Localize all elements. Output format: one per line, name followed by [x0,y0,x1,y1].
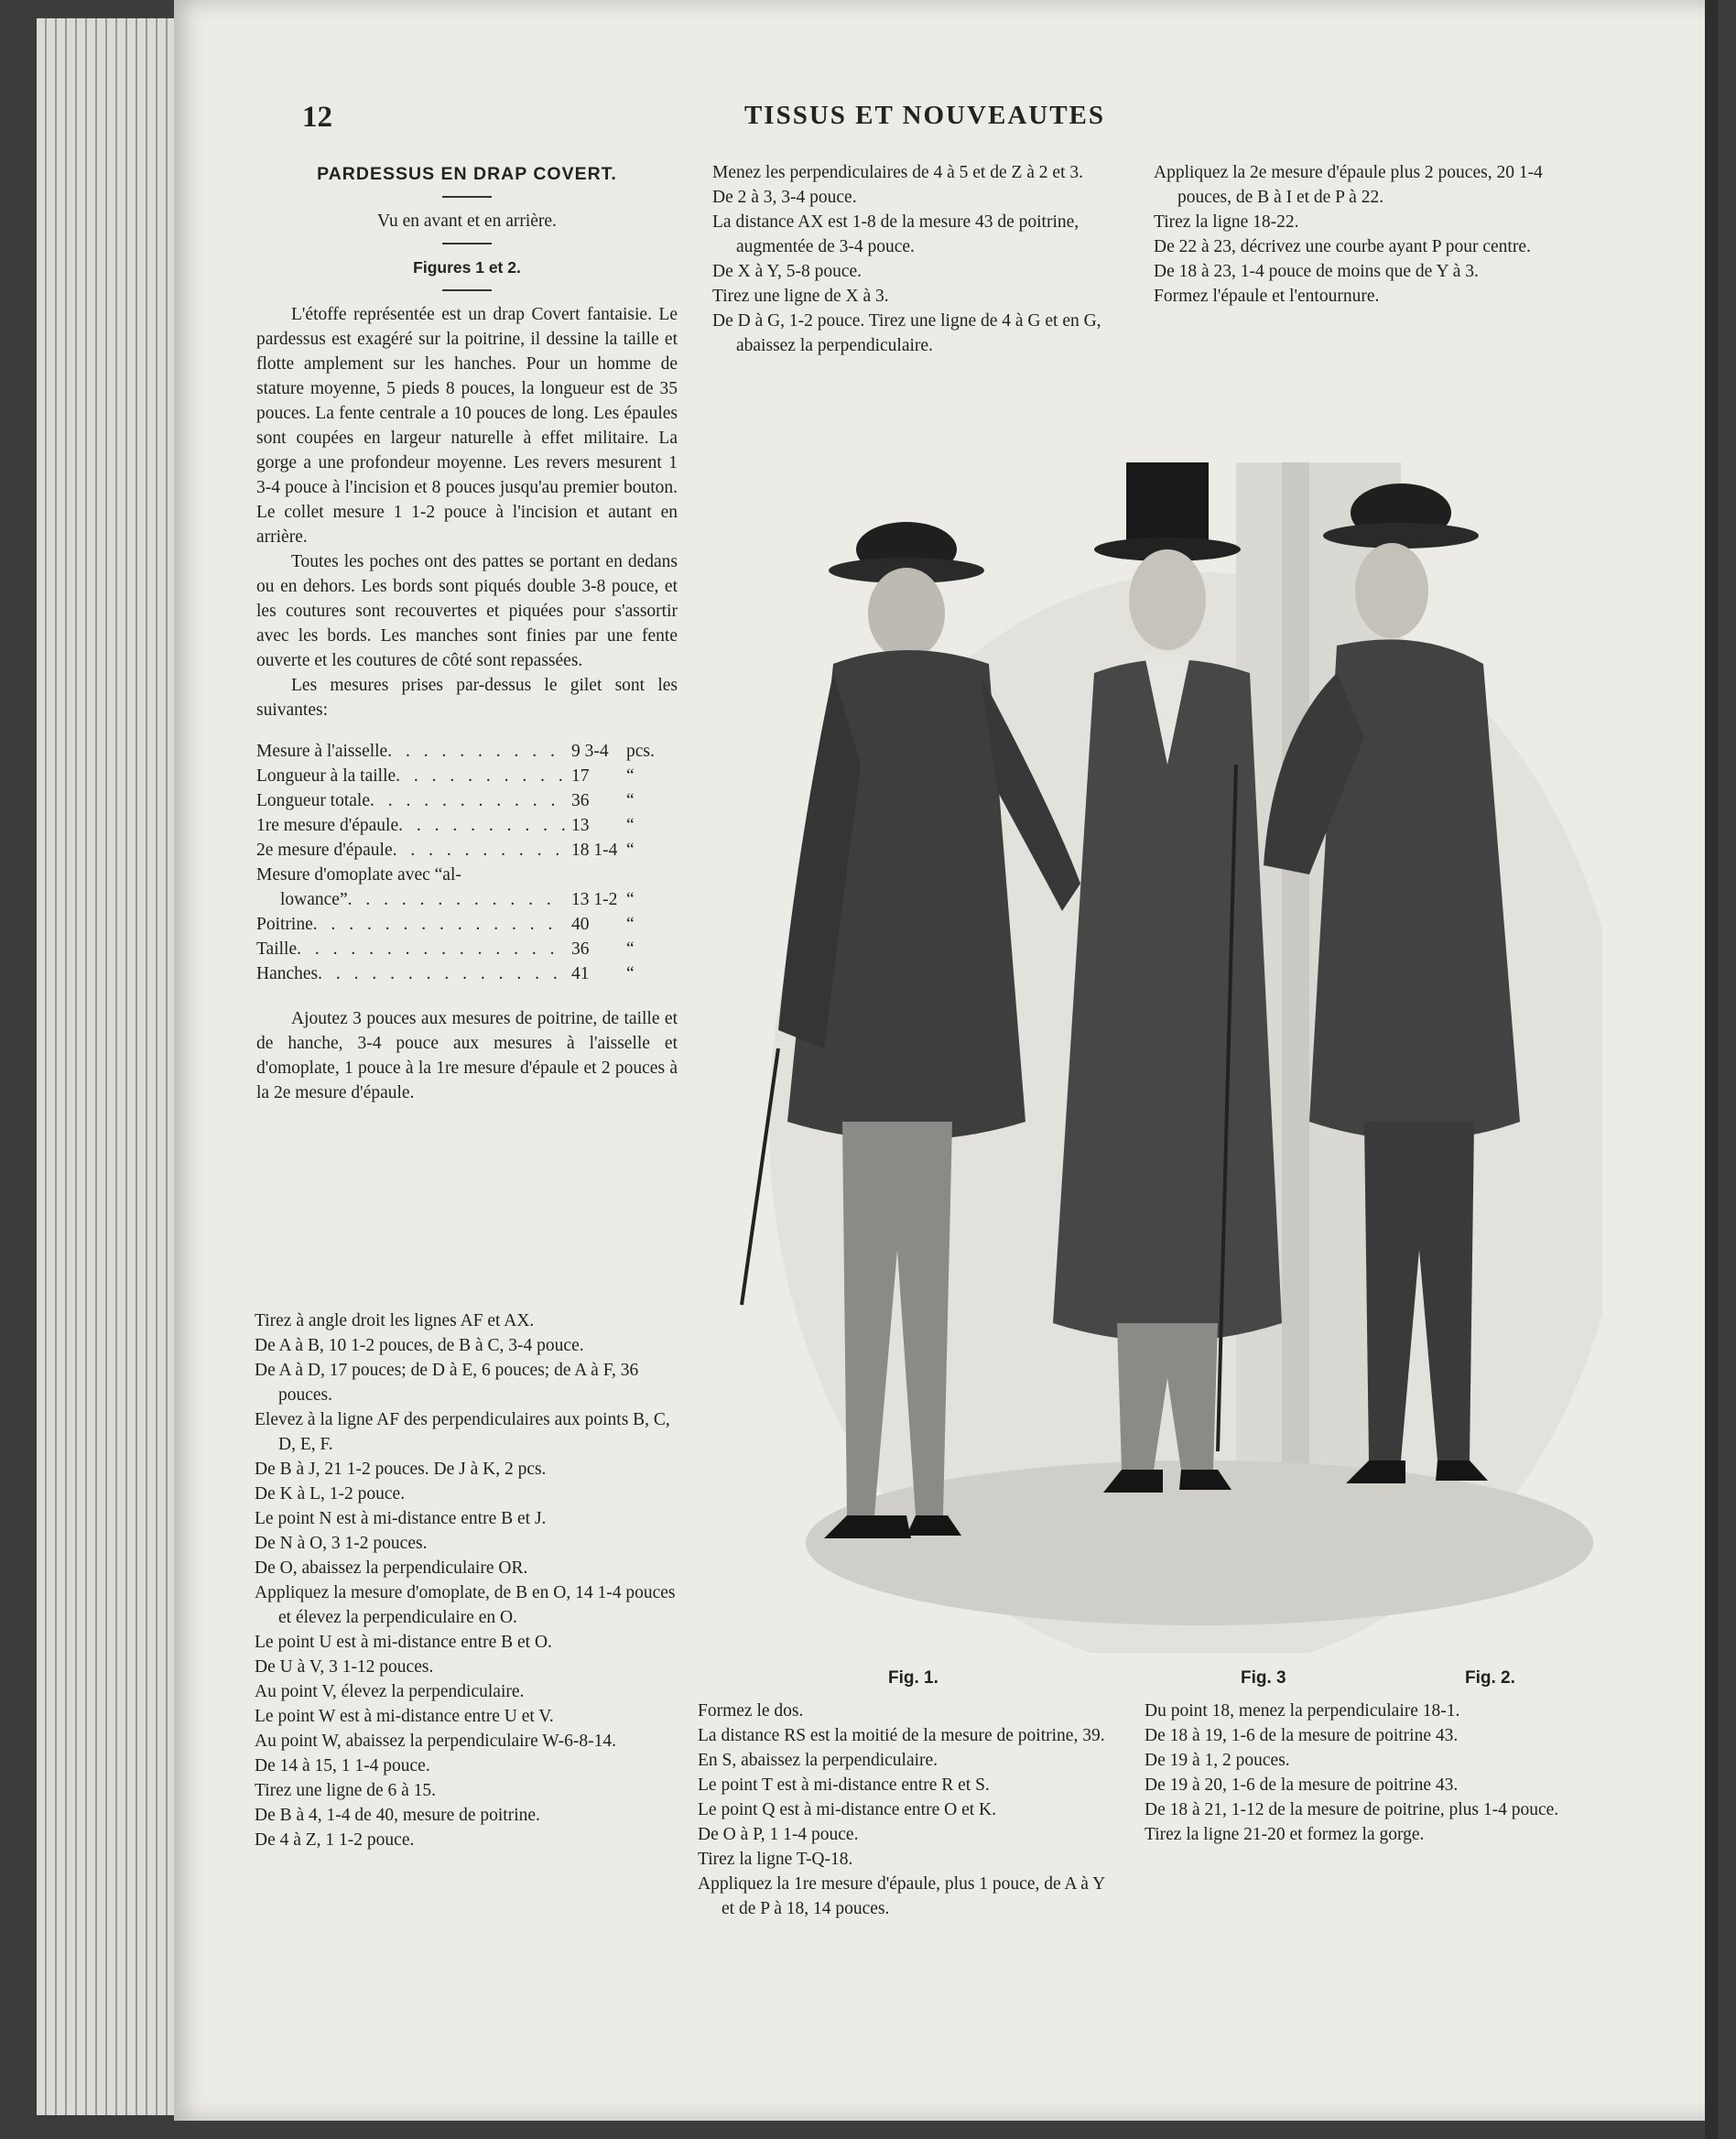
divider [442,243,492,244]
instruction-line: De 18 à 19, 1-6 de la mesure de poitrine 43. [1145,1726,1459,1745]
instruction-line: Le point N est à mi-distance entre B et J. [255,1509,547,1528]
measure-row: Mesure d'omoplate avec “al- [256,865,461,885]
instruction-line: Formez l'épaule et l'entournure. [1154,287,1380,306]
figure-caption: Fig. 1. [888,1668,939,1688]
instruction-line: De 19 à 20, 1-6 de la mesure de poitrine 43. [1145,1775,1459,1795]
instruction-line: La distance AX est 1-8 de la mesure 43 de poitrine, augmentée de 3-4 pouce. [712,212,1080,256]
instruction-line: Tirez la ligne T-Q-18. [698,1850,853,1869]
instruction-line: De 22 à 23, décrivez une courbe ayant P pour centre. [1154,237,1531,256]
measure-row: Taille . . . 36 “ [256,937,678,961]
column-3-bottom [1145,1699,1566,1847]
figure-caption: Fig. 2. [1465,1668,1515,1688]
instruction-line: De B à 4, 1-4 de 40, mesure de poitrine. [255,1806,540,1825]
instruction-line: La distance RS est la moitié de la mesure de poitrine, 39. [698,1726,1105,1745]
instruction-line: Au point V, élevez la perpendiculaire. [255,1682,525,1701]
instruction-line: De 18 à 23, 1-4 pouce de moins que de Y à 3. [1154,262,1479,281]
measure-row: Longueur à la taille . . . 17 “ [256,764,678,788]
instruction-line: Tirez une ligne de 6 à 15. [255,1781,437,1800]
instruction-line: Le point W est à mi-distance entre U et V. [255,1707,554,1726]
page-right-edge [1705,0,1718,2139]
measure-row: Hanches . . . 41 “ [256,961,678,986]
instruction-line: Au point W, abaissez la perpendiculaire W-6-8-14. [255,1732,616,1751]
column-2-top [712,160,1124,358]
divider [442,289,492,291]
instruction-line: Appliquez la 2e mesure d'épaule plus 2 pouces, 20 1-4 pouces, de B à I et de P à 22. [1154,163,1543,207]
instruction-line: De A à B, 10 1-2 pouces, de B à C, 3-4 pouce. [255,1336,584,1355]
instruction-line: De O à P, 1 1-4 pouce. [698,1825,859,1844]
instruction-line: Elevez à la ligne AF des perpendiculaires aux points B, C, D, E, F. [255,1410,670,1454]
instruction-line: Tirez à angle droit les lignes AF et AX. [255,1311,535,1330]
instruction-line: De O, abaissez la perpendiculaire OR. [255,1558,528,1578]
instruction-line: De 4 à Z, 1 1-2 pouce. [255,1830,415,1850]
paragraph: L'étoffe représentée est un drap Covert fantaisie. Le pardessus est exagéré sur la poitrine, il dessine la taille et flotte amplement sur les hanches. Pour un homme de stature moyenne, 5 pieds 8 pouces, la longueur est de 35 pouces. La fente centrale a 10 pouces de long. Les épaules sont coupées en largeur naturelle à effet militaire. La gorge a une profondeur moyenne. Les revers mesurent 1 3-4 pouce à l'incision et 8 pouces jusqu'au premier bouton. Le collet mesure 1 1-2 pouce à l'incision et autant en arrière. [256,305,678,547]
instruction-line: De N à O, 3 1-2 pouces. [255,1534,428,1553]
instruction-line: Le point Q est à mi-distance entre O et K. [698,1800,996,1819]
section-subtitle: Vu en avant et en arrière. [377,212,557,231]
instruction-line: De D à G, 1-2 pouce. Tirez une ligne de 4 à G et en G, abaissez la perpendiculaire. [712,311,1101,355]
paragraph: Les mesures prises par-dessus le gilet sont les suivantes: [256,676,678,720]
instruction-line: Du point 18, menez la perpendiculaire 18-1. [1145,1701,1460,1721]
instruction-line: Le point T est à mi-distance entre R et S. [698,1775,990,1795]
column-3-top [1154,160,1566,309]
section-title: PARDESSUS EN DRAP COVERT. [317,164,617,184]
instruction-line: De U à V, 3 1-12 pouces. [255,1657,434,1677]
measure-row: 1re mesure d'épaule . . . 13 “ [256,813,678,838]
instruction-line: Tirez la ligne 21-20 et formez la gorge. [1145,1825,1425,1844]
measure-row: Longueur totale . . . 36 “ [256,788,678,813]
column-1-steps [255,1308,676,1852]
instruction-line: De 18 à 21, 1-12 de la mesure de poitrine, plus 1-4 pouce. [1145,1800,1559,1819]
measure-row: 2e mesure d'épaule . . . 18 1-4 “ [256,838,678,863]
divider [442,196,492,198]
measure-row: lowance” . . . 13 1-2 “ [256,887,678,912]
instruction-line: De 14 à 15, 1 1-4 pouce. [255,1756,430,1775]
instruction-line: Appliquez la mesure d'omoplate, de B en O, 14 1-4 pouces et élevez la perpendiculaire en O. [255,1583,676,1627]
page-number: 12 [302,101,332,134]
instruction-line: Formez le dos. [698,1701,804,1721]
instruction-line: Le point U est à mi-distance entre B et O. [255,1633,552,1652]
instruction-line: Appliquez la 1re mesure d'épaule, plus 1 pouce, de A à Y et de P à 18, 14 pouces. [698,1874,1105,1918]
measurements-table [256,739,678,986]
book-page-edges [37,18,192,2115]
column-2-bottom [698,1699,1119,1921]
measure-row: Mesure à l'aisselle . . . 9 3-4 pcs. [256,739,678,764]
instruction-line: De X à Y, 5-8 pouce. [712,262,862,281]
instruction-line: De 19 à 1, 2 pouces. [1145,1751,1290,1770]
running-title: TISSUS ET NOUVEAUTES [743,101,1106,130]
instruction-line: En S, abaissez la perpendiculaire. [698,1751,939,1770]
fashion-illustration [723,462,1602,1653]
measure-row: Poitrine . . . 40 “ [256,912,678,937]
instruction-line: De 2 à 3, 3-4 pouce. [712,188,857,207]
figure-caption: Fig. 3 [1241,1668,1286,1688]
instruction-line: De A à D, 17 pouces; de D à E, 6 pouces; de A à F, 36 pouces. [255,1361,639,1405]
instruction-line: Tirez la ligne 18-22. [1154,212,1299,232]
instruction-line: Menez les perpendiculaires de 4 à 5 et de Z à 2 et 3. [712,163,1083,182]
instruction-line: Tirez une ligne de X à 3. [712,287,889,306]
column-1 [256,160,678,1105]
figures-reference: Figures 1 et 2. [413,258,521,277]
paragraph: Ajoutez 3 pouces aux mesures de poitrine, de taille et de hanche, 3-4 pouce aux mesures à l'aisselle et d'omoplate, 1 pouce à la 1re mesure d'épaule et 2 pouces à la 2e mesure d'épaule. [256,1009,678,1102]
paragraph: Toutes les poches ont des pattes se portant en dedans ou en dehors. Les bords sont piqués double 3-8 pouce, et les coutures sont recouvertes et piquées pour s'assortir avec les bords. Les manches sont finies par une fente ouverte et les coutures de côté sont repassées. [256,552,678,670]
instruction-line: De B à J, 21 1-2 pouces. De J à K, 2 pcs. [255,1460,547,1479]
instruction-line: De K à L, 1-2 pouce. [255,1484,406,1504]
